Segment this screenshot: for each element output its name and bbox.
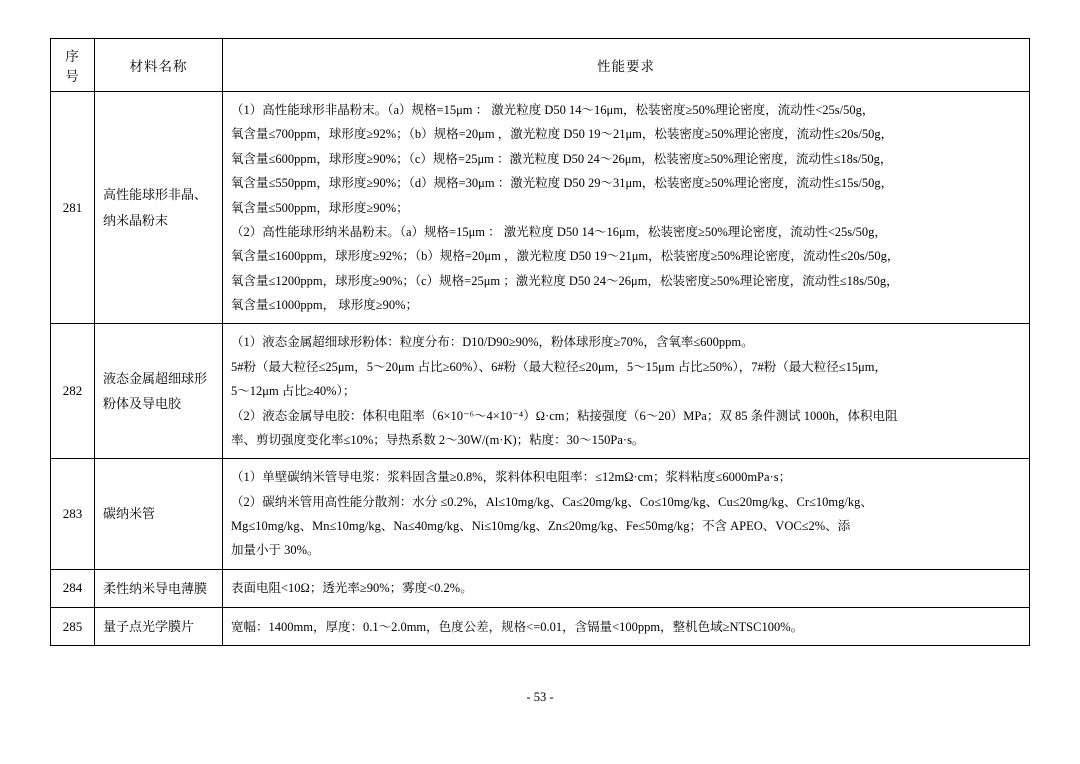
requirement-line: 表面电阻<10Ω；透光率≥90%；雾度<0.2%。 bbox=[231, 581, 473, 596]
requirement-line: 5～12μm 占比≥40%）； bbox=[231, 384, 356, 399]
page-number: - 53 - bbox=[526, 690, 554, 704]
row-number: 281 bbox=[51, 92, 95, 324]
requirement-line: 宽幅：1400mm，厚度：0.1～2.0mm，色度公差，规格<=0.01，含镉量<100ppm，整机色域≥NTSC100%。 bbox=[231, 619, 804, 634]
requirement-line: 氧含量≤1600ppm，球形度≥92%；（b）规格=20μm ，激光粒度 D50 19～21μm，松装密度≥50%理论密度，流动性≤20s/50g， bbox=[231, 249, 900, 264]
requirement-line: （1）单壁碳纳米管导电浆：浆料固含量≥0.8%，浆料体积电阻率：≤12mΩ·cm；浆料粘度≤6000mPa·s； bbox=[231, 470, 792, 485]
requirement-line: （2）高性能球形纳米晶粉末。（a）规格=15μm ： 激光粒度 D50 14～16μm，松装密度≥50%理论密度，流动性<25s/50g， bbox=[231, 224, 887, 239]
requirement-line: （1）液态金属超细球形粉体：粒度分布：D10/D90≥90%，粉体球形度≥70%，含氧率≤600ppm。 bbox=[231, 335, 754, 350]
row-requirement bbox=[223, 569, 1030, 607]
row-material-name: 高性能球形非晶、纳米晶粉末 bbox=[95, 92, 223, 324]
requirement-line: 氧含量≤600ppm，球形度≥90%；（c）规格=25μm ：激光粒度 D50 24～26μm，松装密度≥50%理论密度，流动性≤18s/50g， bbox=[231, 151, 893, 166]
row-material-name: 量子点光学膜片 bbox=[95, 608, 223, 646]
header-cell-no: 序号 bbox=[51, 39, 95, 92]
requirement-line: 氧含量≤1000ppm， 球形度≥90%； bbox=[231, 298, 418, 312]
header-cell-requirement: 性能要求 bbox=[223, 39, 1030, 92]
table-row bbox=[51, 92, 1030, 324]
row-material-name: 液态金属超细球形粉体及导电胶 bbox=[95, 324, 223, 459]
row-requirement bbox=[223, 324, 1030, 459]
requirement-line: （2）液态金属导电胶：体积电阻率（6×10⁻⁶～4×10⁻⁴）Ω·cm；粘接强度（6～20）MPa；双 85 条件测试 1000h，体积电阻 bbox=[231, 408, 898, 423]
row-number: 283 bbox=[51, 459, 95, 570]
table-row bbox=[51, 608, 1030, 646]
requirement-line: 率、剪切强度变化率≤10%；导热系数 2～30W/(m·K)；粘度：30～150Pa·s。 bbox=[231, 432, 645, 447]
row-number: 282 bbox=[51, 324, 95, 459]
requirement-line: Mg≤10mg/kg、Mn≤10mg/kg、Na≤40mg/kg、Ni≤10mg/kg、Zn≤20mg/kg、Fe≤50mg/kg；不含 APEO、VOC≤2%、添 bbox=[231, 519, 851, 533]
row-material-name: 柔性纳米导电薄膜 bbox=[95, 569, 223, 607]
requirement-line: 氧含量≤1200ppm，球形度≥90%；（c）规格=25μm ；激光粒度 D50 24～26μm，松装密度≥50%理论密度，流动性≤18s/50g， bbox=[231, 273, 899, 288]
table-header-row bbox=[51, 39, 1030, 92]
header-cell-name: 材料名称 bbox=[95, 39, 223, 92]
requirement-line: 5#粉（最大粒径≤25μm，5～20μm 占比≥60%）、6#粉（最大粒径≤20μm，5～15μm 占比≥50%），7#粉（最大粒径≤15μm， bbox=[231, 359, 888, 374]
table-row bbox=[51, 569, 1030, 607]
requirement-line: 氧含量≤550ppm，球形度≥90%；（d）规格=30μm ：激光粒度 D50 29～31μm，松装密度≥50%理论密度，流动性≤15s/50g， bbox=[231, 176, 894, 191]
row-requirement bbox=[223, 92, 1030, 324]
table-row bbox=[51, 324, 1030, 459]
requirement-line: 氧含量≤500ppm，球形度≥90%； bbox=[231, 200, 409, 215]
requirement-line: 氧含量≤700ppm，球形度≥92%；（b）规格=20μm ，激光粒度 D50 19～21μm，松装密度≥50%理论密度，流动性≤20s/50g， bbox=[231, 127, 894, 142]
row-requirement bbox=[223, 608, 1030, 646]
requirement-line: （2）碳纳米管用高性能分散剂：水分 ≤0.2%，Al≤10mg/kg、Ca≤20mg/kg、Co≤10mg/kg、Cu≤20mg/kg、Cr≤10mg/kg、 bbox=[231, 494, 873, 509]
table-row bbox=[51, 459, 1030, 570]
row-number: 285 bbox=[51, 608, 95, 646]
materials-requirements-table bbox=[50, 38, 1030, 646]
row-requirement bbox=[223, 459, 1030, 570]
requirement-line: （1）高性能球形非晶粉末。（a）规格=15μm ： 激光粒度 D50 14～16μm，松装密度≥50%理论密度，流动性<25s/50g， bbox=[231, 103, 875, 117]
row-number: 284 bbox=[51, 569, 95, 607]
row-material-name: 碳纳米管 bbox=[95, 459, 223, 570]
requirement-line: 加量小于 30%。 bbox=[231, 543, 320, 558]
